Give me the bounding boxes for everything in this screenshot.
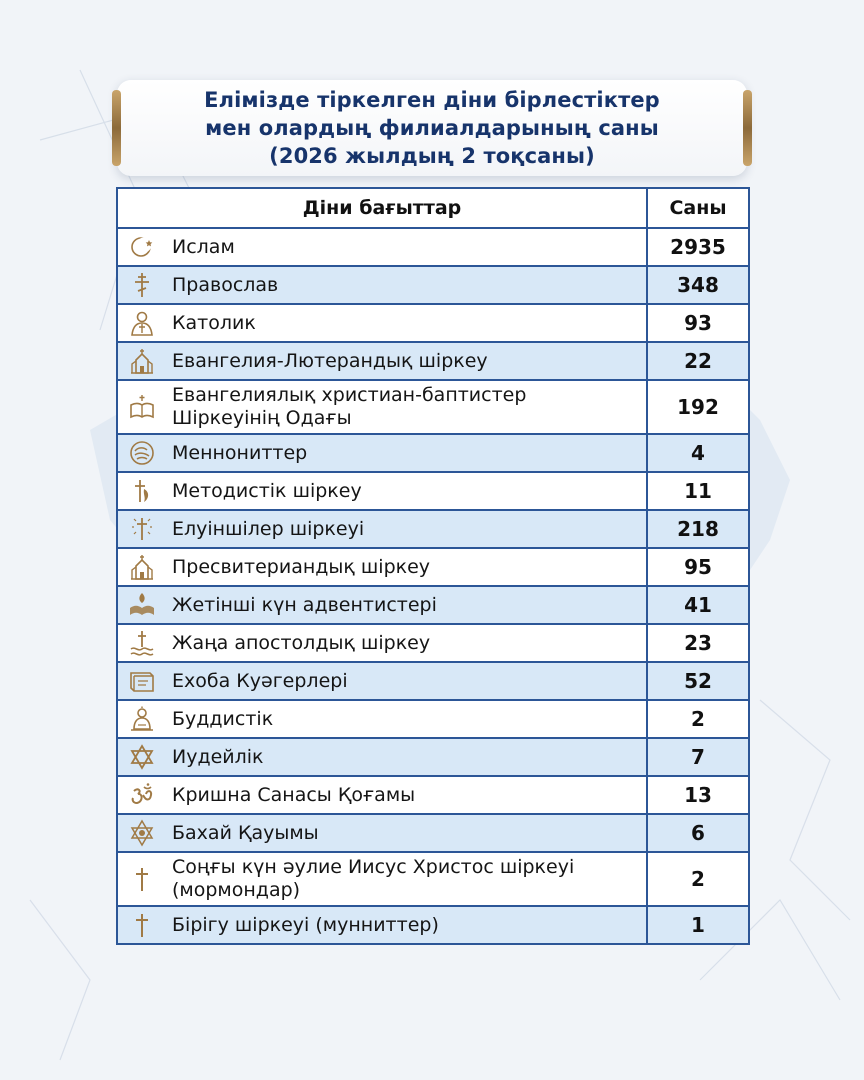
direction-label-line: Иудейлік	[172, 745, 264, 768]
direction-label-line: Методистік шіркеу	[172, 479, 362, 502]
direction-cell	[117, 738, 647, 776]
latin-cross-icon	[128, 865, 156, 893]
direction-cell	[117, 510, 647, 548]
table-row	[117, 700, 749, 738]
count-cell: 4	[647, 434, 749, 472]
crescent-star-icon	[128, 233, 156, 261]
direction-label	[172, 350, 488, 373]
direction-label-line: Меннониттер	[172, 441, 308, 464]
radiant-cross-icon	[128, 515, 156, 543]
bible-flame-icon	[128, 591, 156, 619]
direction-label	[172, 856, 574, 902]
count-cell: 2935	[647, 228, 749, 266]
direction-cell	[117, 700, 647, 738]
count-cell: 348	[647, 266, 749, 304]
count-cell: 6	[647, 814, 749, 852]
direction-label-line: Буддистік	[172, 707, 274, 730]
direction-cell	[117, 852, 647, 906]
direction-label	[172, 384, 526, 430]
table-row	[117, 380, 749, 434]
table-row	[117, 434, 749, 472]
table-row	[117, 342, 749, 380]
buddha-icon	[128, 705, 156, 733]
religious-associations-table	[116, 187, 750, 945]
direction-cell	[117, 548, 647, 586]
nine-pointed-star-icon	[128, 819, 156, 847]
direction-label	[172, 556, 430, 579]
title-card-right-cap	[743, 90, 752, 166]
table-row	[117, 738, 749, 776]
table-row	[117, 624, 749, 662]
direction-label	[172, 822, 319, 845]
count-cell: 218	[647, 510, 749, 548]
direction-label-line: Ехоба Куәгерлері	[172, 669, 348, 692]
table-row	[117, 304, 749, 342]
direction-label-line: Бахай Қауымы	[172, 821, 319, 844]
title-line-3: (2026 жылдың 2 тоқсаны)	[269, 144, 595, 168]
cross-waves-icon	[128, 629, 156, 657]
direction-label-line: Шіркеуінің Одағы	[172, 407, 352, 429]
church-icon	[128, 553, 156, 581]
direction-cell	[117, 304, 647, 342]
direction-label	[172, 914, 439, 937]
church-icon	[128, 347, 156, 375]
header-count: Саны	[647, 188, 749, 228]
direction-label-line: Кришна Санасы Қоғамы	[172, 783, 416, 806]
direction-cell	[117, 342, 647, 380]
direction-label-line: Пресвитериандық шіркеу	[172, 555, 431, 578]
direction-cell	[117, 776, 647, 814]
direction-label-line: Католик	[172, 311, 256, 334]
direction-label-line: Жаңа апостолдық шіркеу	[172, 631, 431, 654]
open-bible-icon	[128, 393, 156, 421]
table-row	[117, 662, 749, 700]
direction-cell	[117, 266, 647, 304]
count-cell: 2	[647, 852, 749, 906]
direction-label	[172, 274, 278, 297]
direction-label	[172, 670, 348, 693]
direction-label	[172, 708, 273, 731]
count-cell: 13	[647, 776, 749, 814]
direction-cell	[117, 228, 647, 266]
direction-cell	[117, 906, 647, 944]
direction-label	[172, 632, 430, 655]
title-card-left-cap	[112, 90, 121, 166]
table-row	[117, 266, 749, 304]
table-row	[117, 510, 749, 548]
count-cell: 23	[647, 624, 749, 662]
direction-label-line: Евангелия-Лютерандық шіркеу	[172, 349, 488, 372]
count-cell: 93	[647, 304, 749, 342]
table-row	[117, 548, 749, 586]
direction-label-line: Евангелиялық христиан-баптистер	[172, 384, 527, 406]
om-icon	[128, 781, 156, 809]
count-cell: 41	[647, 586, 749, 624]
direction-cell	[117, 380, 647, 434]
direction-label-line: Православ	[172, 273, 279, 296]
direction-cell	[117, 434, 647, 472]
count-cell: 2	[647, 700, 749, 738]
count-cell: 7	[647, 738, 749, 776]
count-cell: 22	[647, 342, 749, 380]
title-line-1: Елімізде тіркелген діни бірлестіктер	[204, 88, 660, 112]
count-cell: 52	[647, 662, 749, 700]
count-cell: 1	[647, 906, 749, 944]
direction-label	[172, 236, 235, 259]
direction-label-line: Жетінші күн адвентистері	[172, 593, 437, 616]
table-row	[117, 776, 749, 814]
direction-label	[172, 442, 307, 465]
direction-cell	[117, 586, 647, 624]
count-cell: 11	[647, 472, 749, 510]
direction-label-line: Елуіншілер шіркеуі	[172, 517, 365, 540]
latin-cross-icon	[128, 911, 156, 939]
table-row	[117, 814, 749, 852]
swirl-circle-icon	[128, 439, 156, 467]
star-of-david-icon	[128, 743, 156, 771]
direction-cell	[117, 472, 647, 510]
table-header-row	[117, 188, 749, 228]
direction-cell	[117, 624, 647, 662]
book-icon	[128, 667, 156, 695]
priest-icon	[128, 309, 156, 337]
table-row	[117, 472, 749, 510]
table-row	[117, 228, 749, 266]
direction-label	[172, 480, 362, 503]
table-row	[117, 906, 749, 944]
direction-cell	[117, 662, 647, 700]
direction-label	[172, 784, 415, 807]
direction-label-line: Бірігу шіркеуі (мунниттер)	[172, 913, 439, 936]
table-row	[117, 852, 749, 906]
direction-label-line: Ислам	[172, 235, 235, 258]
direction-label-line: (мормондар)	[172, 879, 301, 901]
direction-cell	[117, 814, 647, 852]
table-row	[117, 586, 749, 624]
direction-label	[172, 746, 264, 769]
count-cell: 95	[647, 548, 749, 586]
direction-label	[172, 518, 364, 541]
direction-label-line: Соңғы күн әулие Иисус Христос шіркеуі	[172, 856, 575, 878]
count-cell: 192	[647, 380, 749, 434]
header-direction: Діни бағыттар	[117, 188, 647, 228]
direction-label	[172, 594, 437, 617]
title-card	[117, 80, 747, 176]
title-line-2: мен олардың филиалдарының саны	[205, 116, 659, 140]
cross-flame-icon	[128, 477, 156, 505]
orthodox-cross-icon	[128, 271, 156, 299]
direction-label	[172, 312, 256, 335]
